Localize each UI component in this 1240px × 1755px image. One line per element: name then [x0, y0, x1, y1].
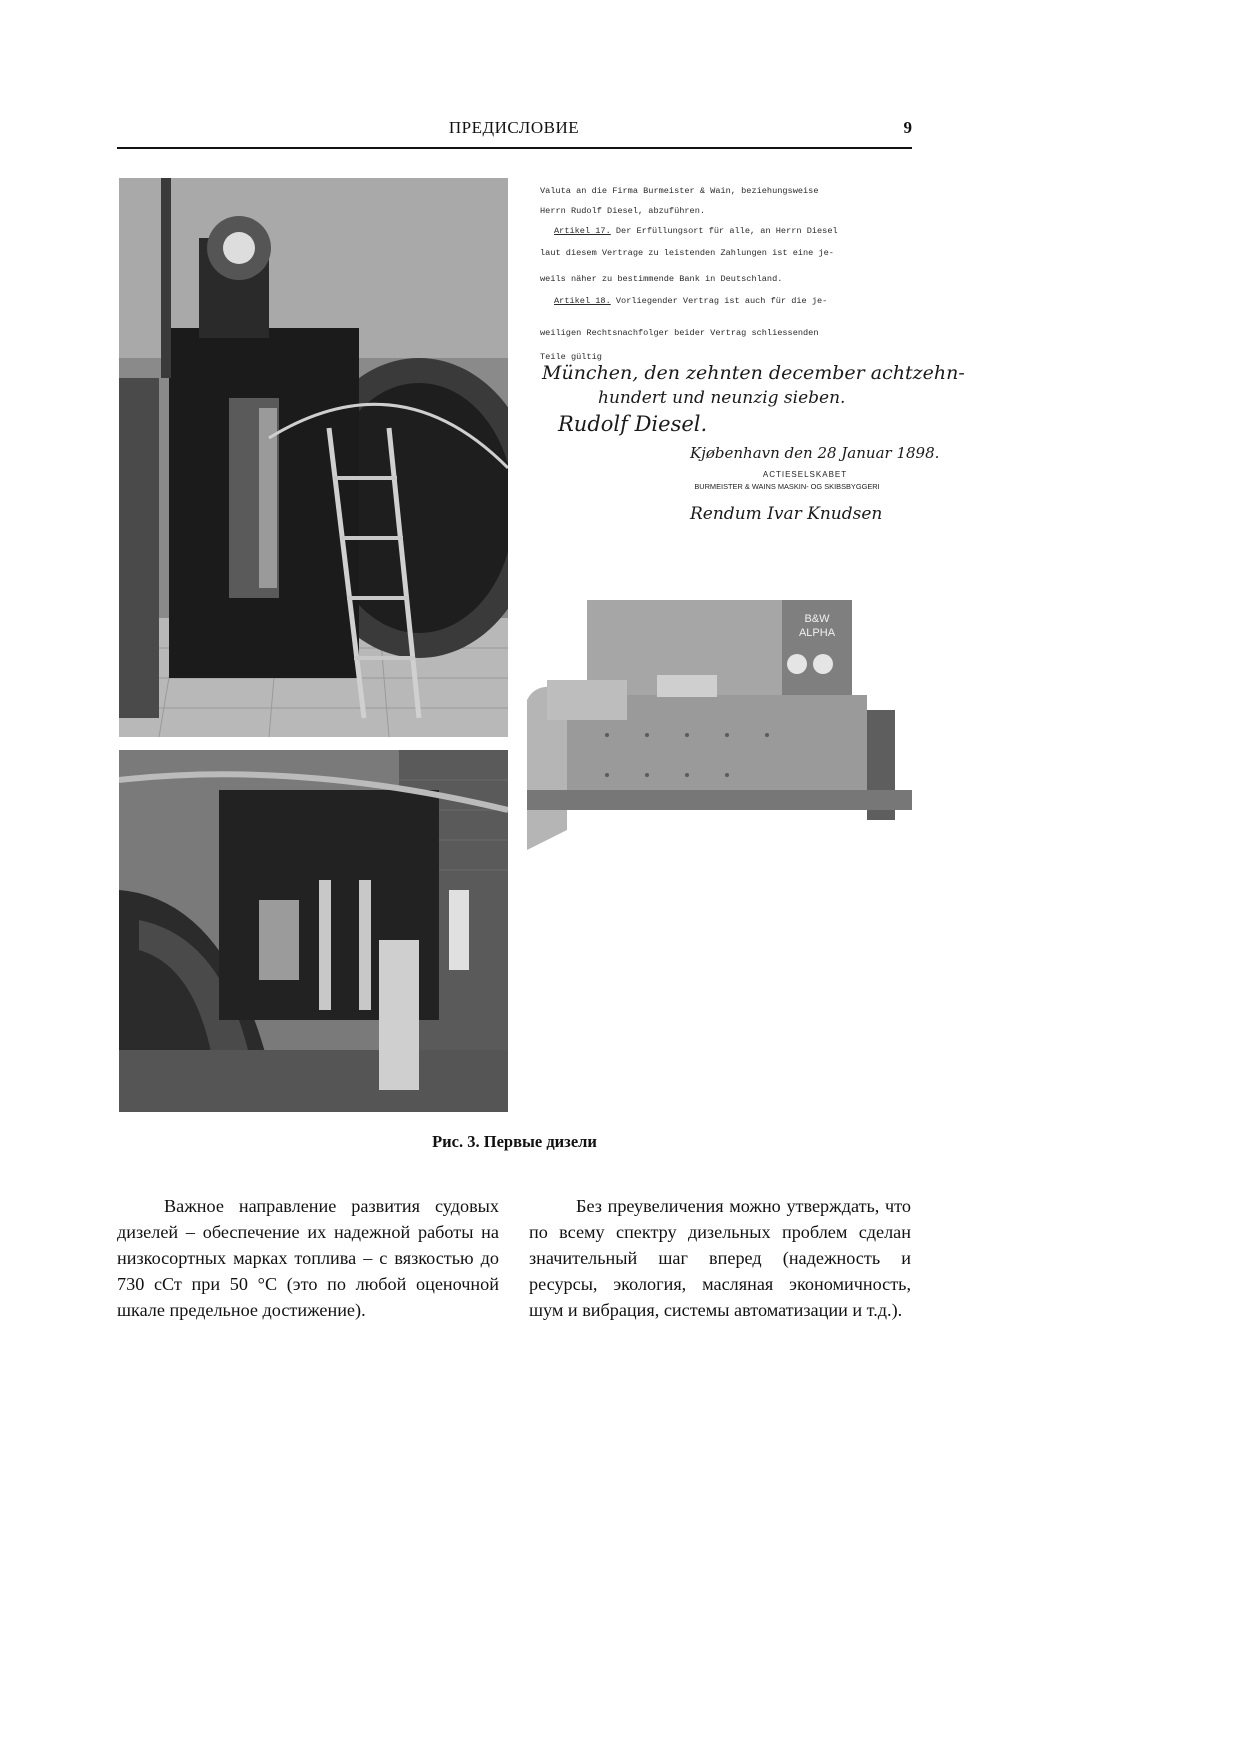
letter-line: Teile gültig [540, 352, 602, 362]
handwritten-signature-diesel: Rudolf Diesel. [558, 412, 708, 436]
header-title: ПРЕДИСЛОВИЕ [448, 118, 580, 137]
letter-line [554, 296, 827, 306]
handwritten-line: hundert und neunzig sieben. [598, 388, 846, 408]
engine-plate-line: B&W [804, 613, 830, 625]
letter-line: weils näher zu bestimmende Bank in Deutschland. [540, 274, 783, 284]
article-17-label: Artikel 17. [554, 226, 611, 236]
body-column-left [117, 1193, 499, 1323]
letter-line [554, 226, 838, 236]
body-column-right [529, 1193, 911, 1323]
letter-line-text: Der Erfüllungsort für alle, an Herrn Diesel [610, 226, 838, 236]
photo-bw-alpha-engine [527, 560, 912, 850]
engine-plate-line: ALPHA [798, 627, 836, 639]
photo-diesel-engine-flywheel [119, 750, 508, 1112]
figure-caption: Рис. 3. Первые дизели [432, 1132, 597, 1151]
paragraph: Важное направление развития судовых дизелей – обеспечение их надежной работы на низкосортных марках топлива – с вязкостью до 730 сСт при 50 °С (это по любой оценочной шкале предельное достижение). [117, 1196, 499, 1320]
page-number: 9 [903, 118, 912, 137]
header-rule [117, 147, 912, 149]
handwritten-line: München, den zehnten december achtzehn- [542, 362, 965, 384]
letter-line: Herrn Rudolf Diesel, abzuführen. [540, 206, 706, 216]
letter-line: laut diesem Vertrage zu leistenden Zahlungen ist eine je- [540, 248, 834, 258]
letter-line-text: Vorliegender Vertrag ist auch für die je- [610, 296, 828, 306]
handwritten-line: Kjøbenhavn den 28 Januar 1898. [690, 444, 940, 462]
paragraph: Без преувеличения можно утверждать, что по всему спектру дизельных проблем сделан значительный шаг вперед (надежность и ресурсы, экология, масляная экономичность, шум и вибрация, системы автоматизации и т.д.). [529, 1196, 911, 1320]
stamp-line: BURMEISTER & WAINS MASKIN- OG SKIBSBYGGERI [694, 482, 880, 491]
article-18-label: Artikel 18. [554, 296, 611, 306]
letter-line: Valuta an die Firma Burmeister & Wain, beziehungsweise [540, 186, 819, 196]
photo-first-diesel-engine-ladder [119, 178, 508, 737]
letter-line: weiligen Rechtsnachfolger beider Vertrag schliessenden [540, 328, 819, 338]
contract-letter [540, 186, 965, 536]
stamp-line: ACTIESELSKABET [762, 470, 848, 479]
handwritten-signature-knudsen: Rendum Ivar Knudsen [690, 504, 883, 524]
